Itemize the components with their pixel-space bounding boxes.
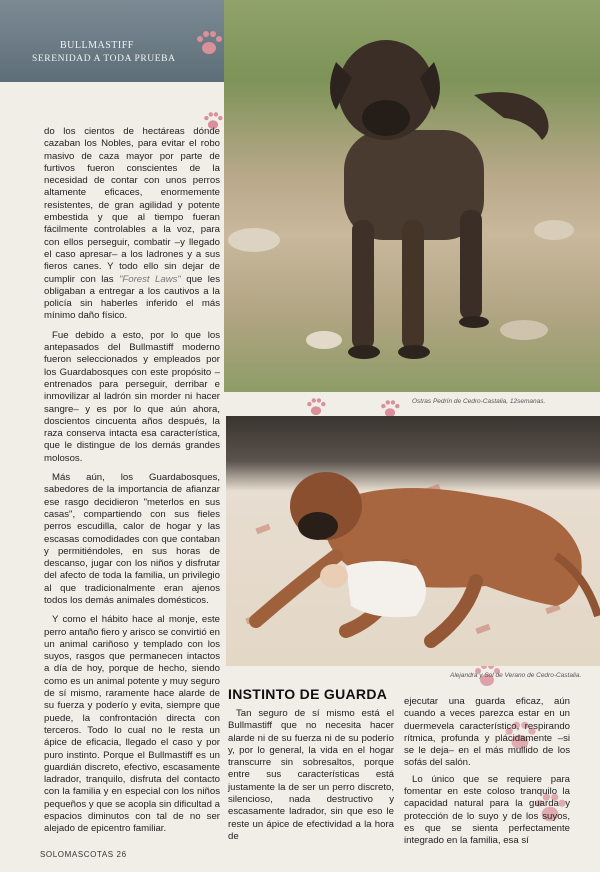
forest-laws-term: "Forest Laws" bbox=[119, 273, 181, 285]
section-title: INSTINTO DE GUARDA bbox=[228, 686, 388, 702]
header-band bbox=[0, 0, 224, 82]
photo2-caption: Alejandra y Sol de Verano de Cedro-Castalia. bbox=[450, 672, 582, 679]
paragraph: Y como el hábito hace al monje, este perro antaño fiero y arisco se convirtió en un animal cariñoso y templado con los suyos, rasgos que permanecen intactos a día de hoy, porque de hecho, siendo como es un animal potente y muy seguro de sí mismo, raramente hace alarde de su fuerza y poderío y evita, siempre que puede, la confrontación directa con terceros. Todo lo cual no le resta un ápice de eficacia, llegado el caso y por puro instinto. Porque el Bullmastiff es un guardián discreto, efectivo, escasamente ladrador, tranquilo, disfruta del contacto con la familia y en especial con los niños pequeños y que se acopla sin dificultad a espacios diminutos con tal de no ser alejado de epicentro familiar. bbox=[44, 614, 220, 835]
puppy-illustration bbox=[224, 0, 600, 392]
paragraph: ejecutar una guarda eficaz, aún cuando a veces parezca estar en un duermevela característico, respirando rítmica, profunda y plácidamente –si se le deja– en el más mullido de los sofás del salón. bbox=[404, 696, 570, 769]
dog-with-child-photo bbox=[226, 416, 600, 666]
photo1-caption: Ostras Pedrín de Cedro-Castalia, 12semanas. bbox=[412, 398, 546, 405]
middle-column-text bbox=[228, 708, 394, 847]
left-column-text bbox=[44, 126, 220, 843]
dog-child-illustration bbox=[226, 416, 600, 666]
page-footer: SOLOMASCOTAS 26 bbox=[40, 850, 127, 859]
paw-print-icon bbox=[194, 28, 224, 58]
paragraph: Tan seguro de sí mismo está el Bullmastiff que no necesita hacer alarde ni de su fuerza ni de su poderío y, por lo general, la vida en el hogar transcurre sin sobresaltos, porque entre sus características está justamente la de ser un perro discreto, silencioso, nada destructivo y escasamente ladrador, sin que eso le reste un ápice de efectividad a la hora de bbox=[228, 708, 394, 842]
header-title: BULLMASTIFF bbox=[60, 40, 134, 51]
right-column-text bbox=[404, 696, 570, 852]
paragraph: do los cientos de hectáreas dónde cazaban los Nobles, para evitar el robo masivo de caza mayor por parte de furtivos fueron conscientes de la necesidad de contar con unos perros altamente eficaces, enormemente resistentes, de gran agilidad y potente embestida y que al tiempo fueran fácilmente controlables a la voz, para con ellos perseguir, combatir –y llegado el caso apresar– a los ladrones y a sus fieros canes. Y todo ello sin dejar de cumplir con las "Forest Laws" que les obligaban a entregar a los cautivos a la policía sin haberles inferido el más mínimo daño físico. bbox=[44, 126, 221, 322]
header-subtitle: SERENIDAD A TODA PRUEBA bbox=[32, 54, 176, 64]
paragraph: Fue debido a esto, por lo que los antepasados del Bullmastiff moderno fueron seleccionados y empleados por los Guardabosques con este propósito –entrenados para perseguir, derribar e inmovilizar al ladrón sin morder ni hacer sangre– y es por lo que aún ahora, doscientos cincuenta años después, la raza conserva intacta esa característica, que le distingue de los demás grandes molosos. bbox=[44, 329, 220, 464]
puppy-photo bbox=[224, 0, 600, 392]
paragraph: Lo único que se requiere para fomentar en este coloso tranquilo la capacidad natural para la guarda y protección de lo suyo y de los suyos, es que se sienta perfectamente integrado en la familia, esa sí bbox=[404, 773, 570, 847]
paragraph: Más aún, los Guardabosques, sabedores de la importancia de afianzar ese rasgo decidieron "meterlos en sus casas", compartiendo con sus fieles perros escudilla, calor de hogar y las escasas comodidades con que contaban y permitiéndoles, en sus horas de descanso, jugar con los niños y disfrutar del afecto de toda la familia, un privilegio al que tradicionalmente eran ajenos todos los demás animales domésticos. bbox=[44, 472, 220, 606]
paw-print-icon bbox=[304, 396, 328, 418]
